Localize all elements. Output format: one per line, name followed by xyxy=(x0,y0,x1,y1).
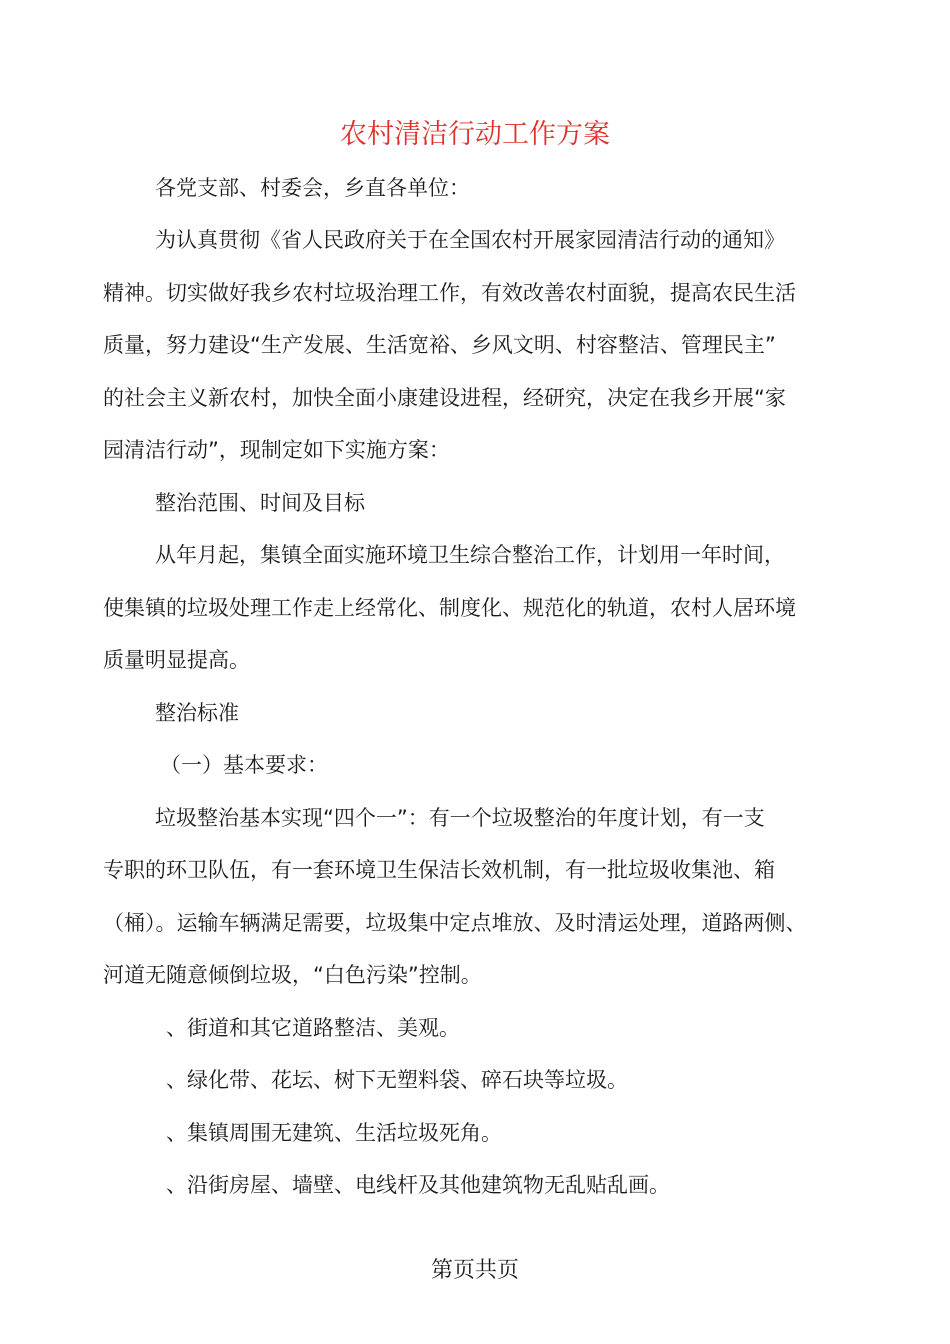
paragraph-line: 质量，努力建设“生产发展、生活宽裕、乡风文明、村容整洁、管理民主” xyxy=(103,333,776,357)
subsection-heading: （一）基本要求： xyxy=(160,753,328,777)
paragraph-line: 垃圾整治基本实现“四个一”：有一个垃圾整治的年度计划，有一支 xyxy=(155,806,765,830)
salutation: 各党支部、村委会，乡直各单位： xyxy=(155,176,470,200)
paragraph-line: 为认真贯彻《省人民政府关于在全国农村开展家园清洁行动的通知》 xyxy=(155,228,785,252)
section-heading: 整治范围、时间及目标 xyxy=(155,491,365,515)
paragraph-line: （桶）。运输车辆满足需要，垃圾集中定点堆放、及时清运处理，道路两侧、 xyxy=(103,911,807,935)
paragraph-line: 园清洁行动”，现制定如下实施方案： xyxy=(103,438,450,462)
paragraph-line: 精神。切实做好我乡农村垃圾治理工作，有效改善农村面貌，提高农民生活 xyxy=(103,281,796,305)
paragraph-line: 使集镇的垃圾处理工作走上经常化、制度化、规范化的轨道，农村人居环境 xyxy=(103,596,796,620)
paragraph-line: 的社会主义新农村，加快全面小康建设进程，经研究，决定在我乡开展“家 xyxy=(103,386,786,410)
page-footer: 第页共页 xyxy=(430,1258,519,1283)
list-item: 、集镇周围无建筑、生活垃圾死角。 xyxy=(166,1121,502,1145)
list-item: 、沿街房屋、墙壁、电线杆及其他建筑物无乱贴乱画。 xyxy=(166,1173,670,1197)
list-item: 、绿化带、花坛、树下无塑料袋、碎石块等垃圾。 xyxy=(166,1068,628,1092)
paragraph-line: 专职的环卫队伍，有一套环境卫生保洁长效机制，有一批垃圾收集池、箱 xyxy=(103,858,775,882)
section-heading: 整治标准 xyxy=(155,701,239,725)
paragraph-line: 从年月起，集镇全面实施环境卫生综合整治工作，计划用一年时间， xyxy=(155,543,785,567)
paragraph-line: 河道无随意倾倒垃圾，“白色污染”控制。 xyxy=(103,963,482,987)
paragraph-line: 质量明显提高。 xyxy=(103,648,250,672)
document-title: 农村清洁行动工作方案 xyxy=(340,119,610,150)
list-item: 、街道和其它道路整洁、美观。 xyxy=(166,1016,460,1040)
